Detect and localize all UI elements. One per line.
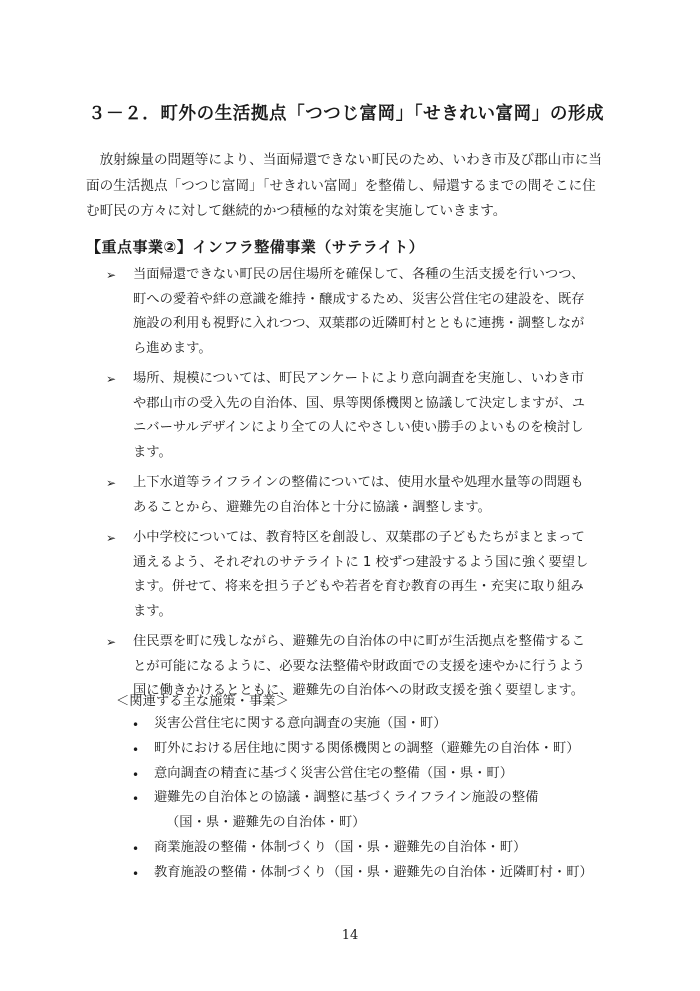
list-item	[132, 836, 632, 861]
related-measures-heading: ＜関連する主な施策・事業＞	[116, 694, 289, 709]
list-item-line: 避難先の自治体との協議・調整に基づくライフライン施設の整備	[154, 790, 539, 806]
list-item-line: 通えるよう、それぞれのサテライトに 1 校ずつ建設するよう国に強く要望し	[133, 554, 589, 570]
list-item	[132, 861, 632, 886]
list-item-line: 災害公営住宅に関する意向調査の実施（国・町）	[154, 716, 447, 731]
intro-line: 放射線量の問題等により、当面帰還できない町民のため、いわき市及び郡山市に当	[99, 152, 603, 168]
list-item-line: ます。	[133, 444, 172, 460]
bullet-dot-icon: •	[132, 866, 140, 881]
list-item	[106, 526, 646, 624]
list-item-line: 商業施設の整備・体制づくり（国・県・避難先の自治体・町）	[154, 839, 527, 855]
list-item-line: とが可能になるように、必要な法整備や財政面での支援を速やかに行うよう	[133, 658, 586, 674]
intro-paragraph	[86, 148, 626, 225]
list-item-line: 意向調査の精査に基づく災害公営住宅の整備（国・県・町）	[154, 765, 514, 781]
priority-project-heading: 【重点事業②】インフラ整備事業（サテライト）	[86, 238, 425, 256]
intro-line: 面の生活拠点「つつじ富岡」「せきれい富岡」を整備し、帰還するまでの間そこに住	[86, 177, 596, 194]
arrow-bullet-icon: ➢	[106, 635, 117, 649]
bullet-dot-icon: •	[132, 841, 140, 856]
list-item-line: ます。	[133, 603, 172, 619]
list-item-line: 町外における居住地に関する関係機関との調整（避難先の自治体・町）	[154, 740, 580, 756]
bullet-dot-icon: •	[132, 742, 140, 757]
list-item	[132, 786, 632, 836]
arrow-bullet-icon: ➢	[106, 531, 117, 545]
list-item	[106, 471, 646, 520]
list-item-line: 上下水道等ライフラインの整備については、使用水量や処理水量等の問題も	[133, 475, 584, 490]
bullet-dot-icon: •	[132, 792, 140, 807]
list-item-line: 国に働きかけるとともに、避難先の自治体への財政支援を強く要望します。	[133, 683, 585, 698]
page-number: 14	[341, 928, 359, 943]
list-item-line: 教育施設の整備・体制づくり（国・県・避難先の自治体・近隣町村・町）	[154, 864, 593, 880]
section-title: ３－２．町外の生活拠点「つつじ富岡」「せきれい富岡」の形成	[88, 104, 605, 124]
list-item	[132, 762, 632, 787]
list-item	[132, 712, 632, 737]
list-item-line: あることから、避難先の自治体と十分に協議・調整します。	[133, 499, 491, 515]
list-item-line: 小中学校については、教育特区を創設し、双葉郡の子どもたちがまとまって	[133, 530, 585, 545]
list-item-line: ら進めます。	[133, 340, 212, 356]
list-item-line: 施設の利用も視野に入れつつ、双葉郡の近隣町村とともに連携・調整しなが	[133, 316, 585, 331]
list-item	[106, 367, 646, 465]
list-item-line: 場所、規模については、町民アンケートにより意向調査を実施し、いわき市	[133, 371, 585, 386]
arrow-bullet-icon: ➢	[106, 476, 117, 490]
list-item-line: 住民票を町に残しながら、避難先の自治体の中に町が生活拠点を整備するこ	[133, 634, 586, 649]
list-item-line: 当面帰還できない町民の居住場所を確保して、各種の生活支援を行いつつ、	[133, 267, 585, 282]
related-measures-list	[132, 712, 632, 886]
arrow-bullet-icon: ➢	[106, 268, 117, 282]
list-item-line: や郡山市の受入先の自治体、国、県等関係機関と協議して決定しますが、ユ	[133, 395, 586, 411]
list-item-line: ます。併せて、将来を担う子どもや若者を育む教育の再生・充実に取り組み	[133, 579, 584, 594]
list-item-line: ニバーサルデザインにより全ての人にやさしい使い勝手のよいものを検討し	[133, 420, 584, 435]
list-item	[106, 263, 646, 361]
list-item	[132, 737, 632, 762]
bullet-dot-icon: •	[132, 718, 140, 732]
arrow-bullet-icon: ➢	[106, 372, 117, 386]
intro-line: む町民の方々に対して継続的かつ積極的な対策を実施していきます。	[86, 203, 507, 219]
bullet-dot-icon: •	[132, 767, 140, 782]
list-item-line: 町への愛着や絆の意識を維持・醸成するため、災害公営住宅の建設を、既存	[133, 291, 585, 307]
list-item-line: （国・県・避難先の自治体・町）	[166, 815, 366, 831]
priority-project-list	[106, 263, 646, 710]
